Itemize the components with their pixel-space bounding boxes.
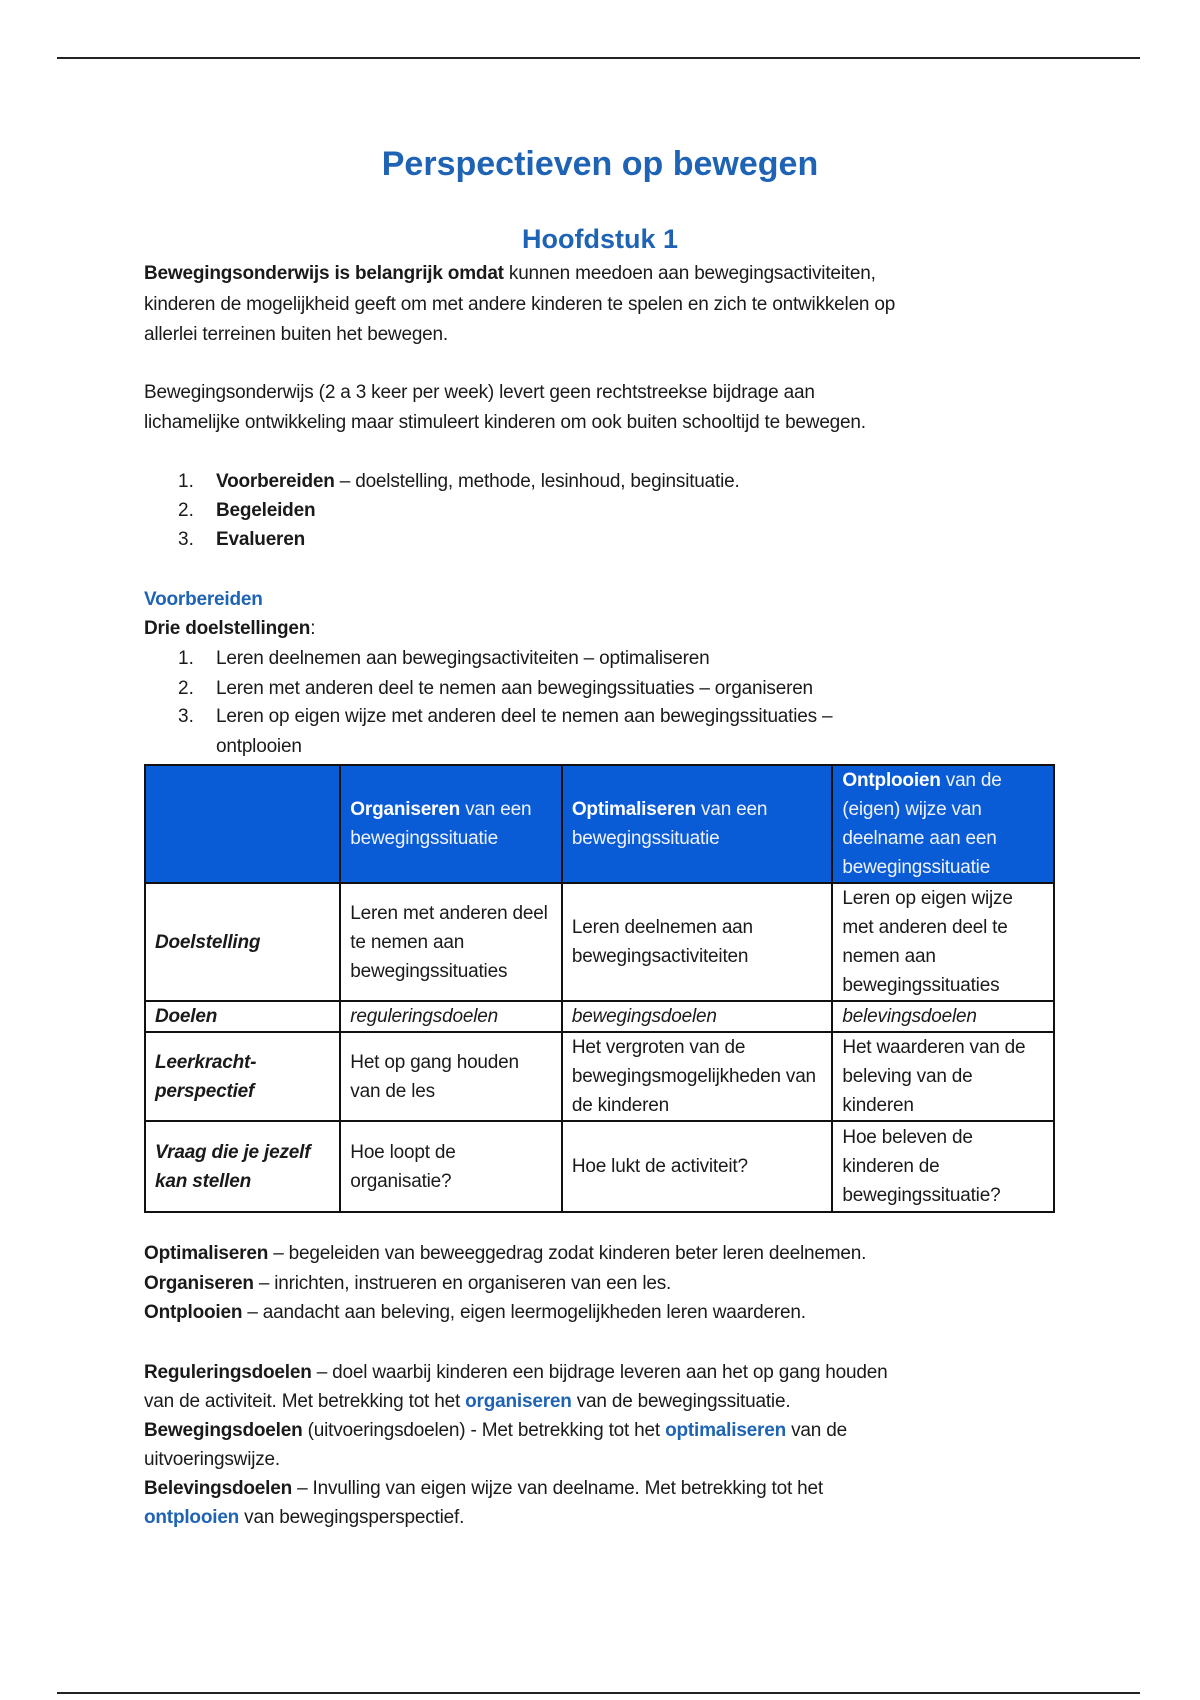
intro-line-3: allerlei terreinen buiten het bewegen. (144, 324, 448, 345)
row-label: Vraag die je jezelf kan stellen (145, 1121, 340, 1212)
intro-text: kunnen meedoen aan bewegingsactiviteiten, (503, 263, 876, 284)
table-cell: Hoe loopt de organisatie? (340, 1121, 562, 1212)
definition: Organiseren – inrichten, instrueren en organiseren van een les. (144, 1273, 672, 1294)
header-empty (145, 765, 340, 883)
goals-colon: : (310, 618, 316, 639)
list-item: Begeleiden (216, 500, 316, 521)
list-item: Leren deelnemen aan bewegingsactiviteiten – optimaliseren (216, 648, 710, 669)
row-label: Doelen (145, 1001, 340, 1032)
list-number: 1. (178, 471, 194, 492)
intro-bold: Bewegingsonderwijs is belangrijk omdat (144, 263, 504, 284)
footer-rule (57, 1692, 1140, 1694)
row-label: Doelstelling (145, 883, 340, 1001)
header-cell: Optimaliseren van een bewegingssituatie (562, 765, 833, 883)
table-cell: Leren met anderen deel te nemen aan bewegingssituaties (340, 883, 562, 1001)
table-cell: Het waarderen van de beleving van de kinderen (832, 1032, 1054, 1121)
list-number: 2. (178, 500, 194, 521)
goals-heading-text: Drie doelstellingen (144, 618, 311, 639)
definition: Ontplooien – aandacht aan beleving, eigen leermogelijkheden leren waarderen. (144, 1302, 806, 1323)
chapter-heading: Hoofdstuk 1 (521, 224, 678, 254)
goaltype-beweging: Bewegingsdoelen (uitvoeringsdoelen) - Met betrekking tot het optimaliseren van de (144, 1420, 847, 1441)
para2-line-2: lichamelijke ontwikkeling maar stimuleert kinderen om ook buiten schooltijd te bewegen. (144, 412, 866, 433)
table-cell: Het op gang houden van de les (340, 1032, 562, 1121)
list-number: 1. (178, 648, 194, 669)
intro-line-1 (144, 259, 876, 289)
goaltype-beleving: Belevingsdoelen – Invulling van eigen wijze van deelname. Met betrekking tot het (144, 1478, 823, 1499)
list-number: 3. (178, 529, 194, 550)
table-cell: Leren deelnemen aan bewegingsactiviteiten (562, 883, 833, 1001)
perspectives-table (144, 764, 1055, 1213)
step-text: – doelstelling, methode, lesinhoud, beginsituatie. (334, 471, 740, 492)
table-cell: Leren op eigen wijze met anderen deel te nemen aan bewegingssituaties (832, 883, 1054, 1001)
header-cell: Organiseren van een bewegingssituatie (340, 765, 562, 883)
table-cell: Hoe beleven de kinderen de bewegingssituatie? (832, 1121, 1054, 1212)
step-bold: Voorbereiden (216, 471, 335, 492)
list-item-continued: ontplooien (216, 736, 302, 757)
page-title: Perspectieven op bewegen (381, 145, 819, 183)
section-heading: Voorbereiden (144, 589, 263, 610)
table-row (145, 1032, 1054, 1121)
goaltype-beweging-2: uitvoeringswijze. (144, 1449, 280, 1470)
goals-heading (144, 614, 315, 644)
goaltype-regulering-2: van de activiteit. Met betrekking tot het organiseren van de bewegingssituatie. (144, 1391, 791, 1412)
list-item: Leren met anderen deel te nemen aan bewegingssituaties – organiseren (216, 678, 813, 699)
table-row (145, 1121, 1054, 1212)
intro-line-2: kinderen de mogelijkheid geeft om met andere kinderen te spelen en zich te ontwikkelen op (144, 294, 896, 315)
row-label: Leerkracht-perspectief (145, 1032, 340, 1121)
header-cell: Ontplooien van de (eigen) wijze van deelname aan een bewegingssituatie (832, 765, 1054, 883)
list-item (216, 467, 740, 497)
goaltype-beleving-2: ontplooien van bewegingsperspectief. (144, 1507, 465, 1528)
para2-line-1: Bewegingsonderwijs (2 a 3 keer per week) levert geen rechtstreekse bijdrage aan (144, 382, 815, 403)
table-row (145, 1001, 1054, 1032)
table-cell: belevingsdoelen (832, 1001, 1054, 1032)
table-cell: bewegingsdoelen (562, 1001, 833, 1032)
list-number: 3. (178, 706, 194, 727)
definition: Optimaliseren – begeleiden van beweeggedrag zodat kinderen beter leren deelnemen. (144, 1243, 867, 1264)
table-cell: reguleringsdoelen (340, 1001, 562, 1032)
list-item: Leren op eigen wijze met anderen deel te nemen aan bewegingssituaties – (216, 706, 833, 727)
list-number: 2. (178, 678, 194, 699)
header-rule (57, 57, 1140, 59)
list-item: Evalueren (216, 529, 306, 550)
table-row (145, 883, 1054, 1001)
table-cell: Het vergroten van de bewegingsmogelijkheden van de kinderen (562, 1032, 833, 1121)
table-cell: Hoe lukt de activiteit? (562, 1121, 833, 1212)
goaltype-regulering: Reguleringsdoelen – doel waarbij kinderen een bijdrage leveren aan het op gang houden (144, 1362, 888, 1383)
table-header-row (145, 765, 1054, 883)
